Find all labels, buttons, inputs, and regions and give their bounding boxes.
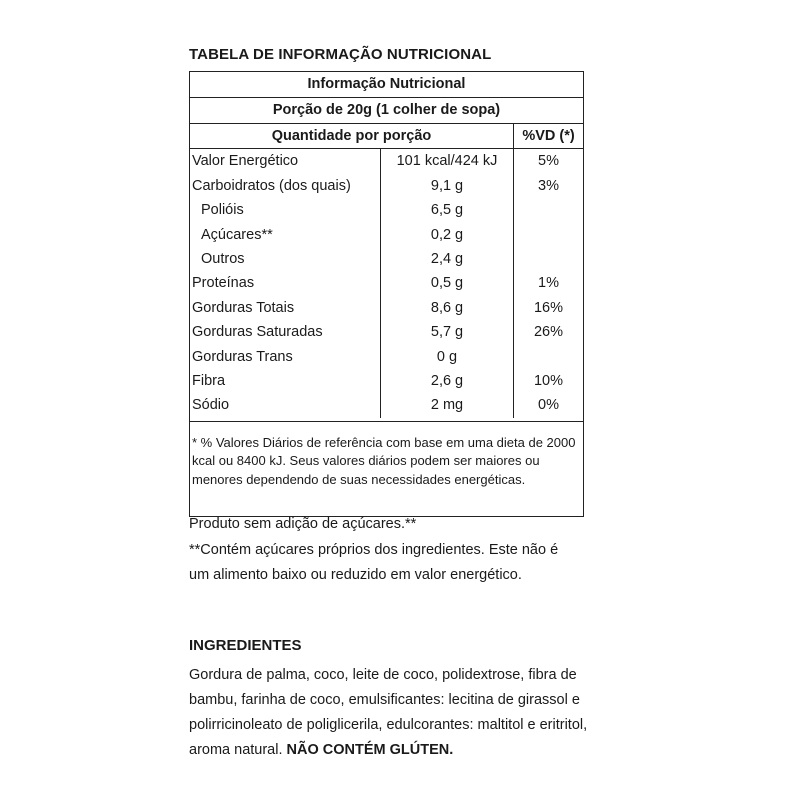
nutrient-name: Polióis bbox=[190, 198, 381, 222]
table-header-row bbox=[190, 124, 583, 149]
nutrient-vd bbox=[514, 198, 583, 222]
table-footnote: * % Valores Diários de referência com base em uma dieta de 2000 kcal ou 8400 kJ. Seus valores diários podem ser maiores ou menores dependendo de suas necessidades energéticas. bbox=[192, 434, 576, 488]
nutrient-vd: 5% bbox=[538, 153, 559, 170]
nutrient-vd bbox=[514, 247, 583, 271]
nutrient-amount: 6,5 g bbox=[381, 198, 514, 222]
nutrient-amount: 0 g bbox=[381, 345, 514, 369]
page-title: TABELA DE INFORMAÇÃO NUTRICIONAL bbox=[189, 46, 492, 63]
ingredients-title: INGREDIENTES bbox=[189, 637, 302, 654]
table-row bbox=[190, 320, 583, 344]
table-row bbox=[190, 223, 583, 247]
nutrient-name: Gorduras Saturadas bbox=[190, 320, 381, 344]
table-row bbox=[190, 369, 583, 393]
nutrient-amount: 9,1 g bbox=[381, 174, 514, 198]
table-row bbox=[190, 149, 583, 173]
portion-size: Porção de 20g (1 colher de sopa) bbox=[190, 98, 583, 124]
table-row bbox=[190, 296, 583, 320]
nutrient-name: Sódio bbox=[190, 393, 381, 417]
nutrient-vd: 16% bbox=[533, 299, 564, 316]
nutrition-table bbox=[189, 71, 584, 517]
nutrient-vd: 3% bbox=[538, 177, 559, 194]
nutrient-amount: 0,5 g bbox=[381, 271, 514, 295]
nutrient-rows bbox=[190, 149, 583, 421]
header-quantity: Quantidade por porção bbox=[190, 124, 514, 148]
nutrient-vd bbox=[514, 223, 583, 247]
gluten-warning: NÃO CONTÉM GLÚTEN. bbox=[286, 742, 454, 758]
table-title: Informação Nutricional bbox=[190, 72, 583, 98]
nutrient-name: Carboidratos (dos quais) bbox=[190, 174, 381, 198]
table-row bbox=[190, 345, 583, 369]
table-row bbox=[190, 271, 583, 295]
no-added-sugar-note: Produto sem adição de açúcares.** bbox=[189, 516, 417, 532]
header-vd: %VD (*) bbox=[522, 128, 575, 144]
nutrient-amount: 101 kcal/424 kJ bbox=[381, 149, 514, 173]
nutrient-vd bbox=[514, 345, 583, 369]
nutrient-amount: 2 mg bbox=[381, 393, 514, 417]
table-row bbox=[190, 393, 583, 417]
nutrient-name: Açúcares** bbox=[190, 223, 381, 247]
table-row bbox=[190, 247, 583, 271]
nutrient-vd: 26% bbox=[533, 324, 564, 341]
ingredients-list: Gordura de palma, coco, leite de coco, polidextrose, fibra de bambu, farinha de coco, emulsificantes: lecitina de girassol e polirricinoleato de poliglicerila, edulcorantes: maltitol e eritritol, aroma natural. bbox=[189, 667, 588, 758]
nutrient-name: Valor Energético bbox=[190, 149, 381, 173]
nutrient-name: Outros bbox=[190, 247, 381, 271]
table-row bbox=[190, 198, 583, 222]
nutrient-amount: 0,2 g bbox=[381, 223, 514, 247]
nutrient-amount: 2,4 g bbox=[381, 247, 514, 271]
nutrient-name: Proteínas bbox=[190, 271, 381, 295]
nutrient-amount: 5,7 g bbox=[381, 320, 514, 344]
nutrient-name: Fibra bbox=[190, 369, 381, 393]
nutrient-vd: 0% bbox=[538, 397, 559, 414]
nutrient-name: Gorduras Totais bbox=[190, 296, 381, 320]
sugar-origin-note: **Contém açúcares próprios dos ingredientes. Este não é um alimento baixo ou reduzido em valor energético. bbox=[189, 542, 559, 583]
nutrient-amount: 2,6 g bbox=[381, 369, 514, 393]
nutrient-vd: 10% bbox=[533, 372, 564, 389]
nutrient-vd: 1% bbox=[538, 275, 559, 292]
table-row bbox=[190, 174, 583, 198]
nutrient-amount: 8,6 g bbox=[381, 296, 514, 320]
ingredients-text bbox=[189, 663, 589, 763]
nutrient-name: Gorduras Trans bbox=[190, 345, 381, 369]
